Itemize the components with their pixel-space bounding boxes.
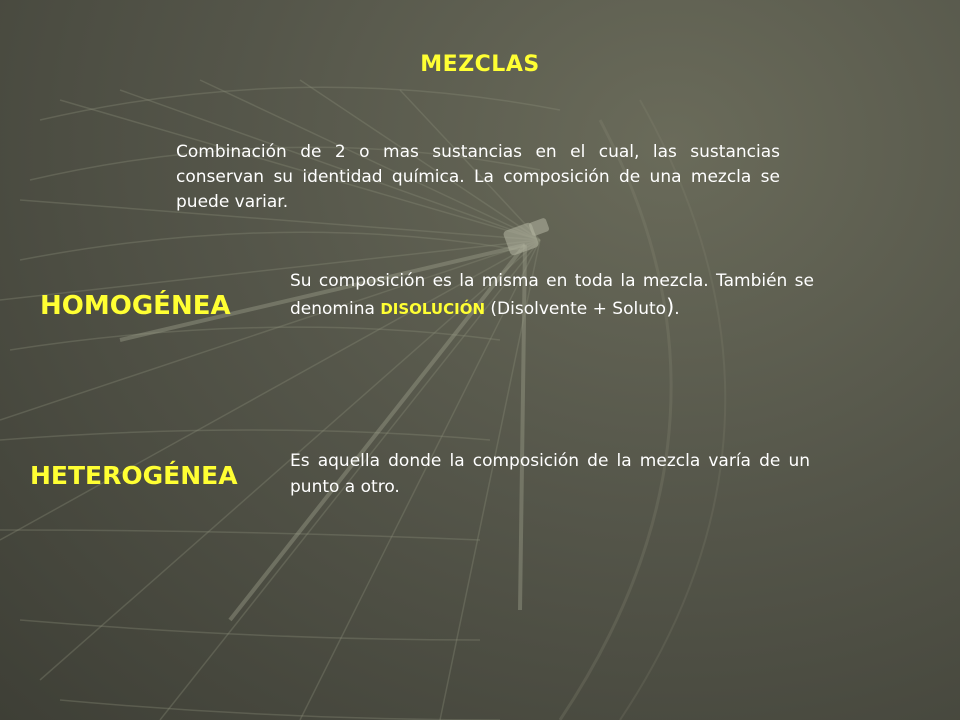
homogeneous-text-part1: Su composición es la misma en toda la mezcla. También se denomina bbox=[290, 271, 814, 319]
homogeneous-description bbox=[290, 268, 814, 322]
homogeneous-label: HOMOGÉNEA bbox=[40, 291, 231, 321]
homogeneous-text-part2: (Disolvente + Soluto bbox=[485, 299, 667, 319]
slide-title: MEZCLAS bbox=[420, 52, 540, 77]
closing-parenthesis: ) bbox=[666, 295, 675, 319]
disolucion-highlight: DISOLUCIÓN bbox=[380, 300, 485, 318]
heterogeneous-label: HETEROGÉNEA bbox=[30, 461, 238, 490]
heterogeneous-description: Es aquella donde la composición de la mezcla varía de un punto a otro. bbox=[290, 451, 810, 497]
definition-text: Combinación de 2 o mas sustancias en el cual, las sustancias conservan su identidad química. La composición de una mezcla se puede variar. bbox=[176, 142, 780, 212]
homogeneous-text-part4: . bbox=[674, 299, 680, 319]
